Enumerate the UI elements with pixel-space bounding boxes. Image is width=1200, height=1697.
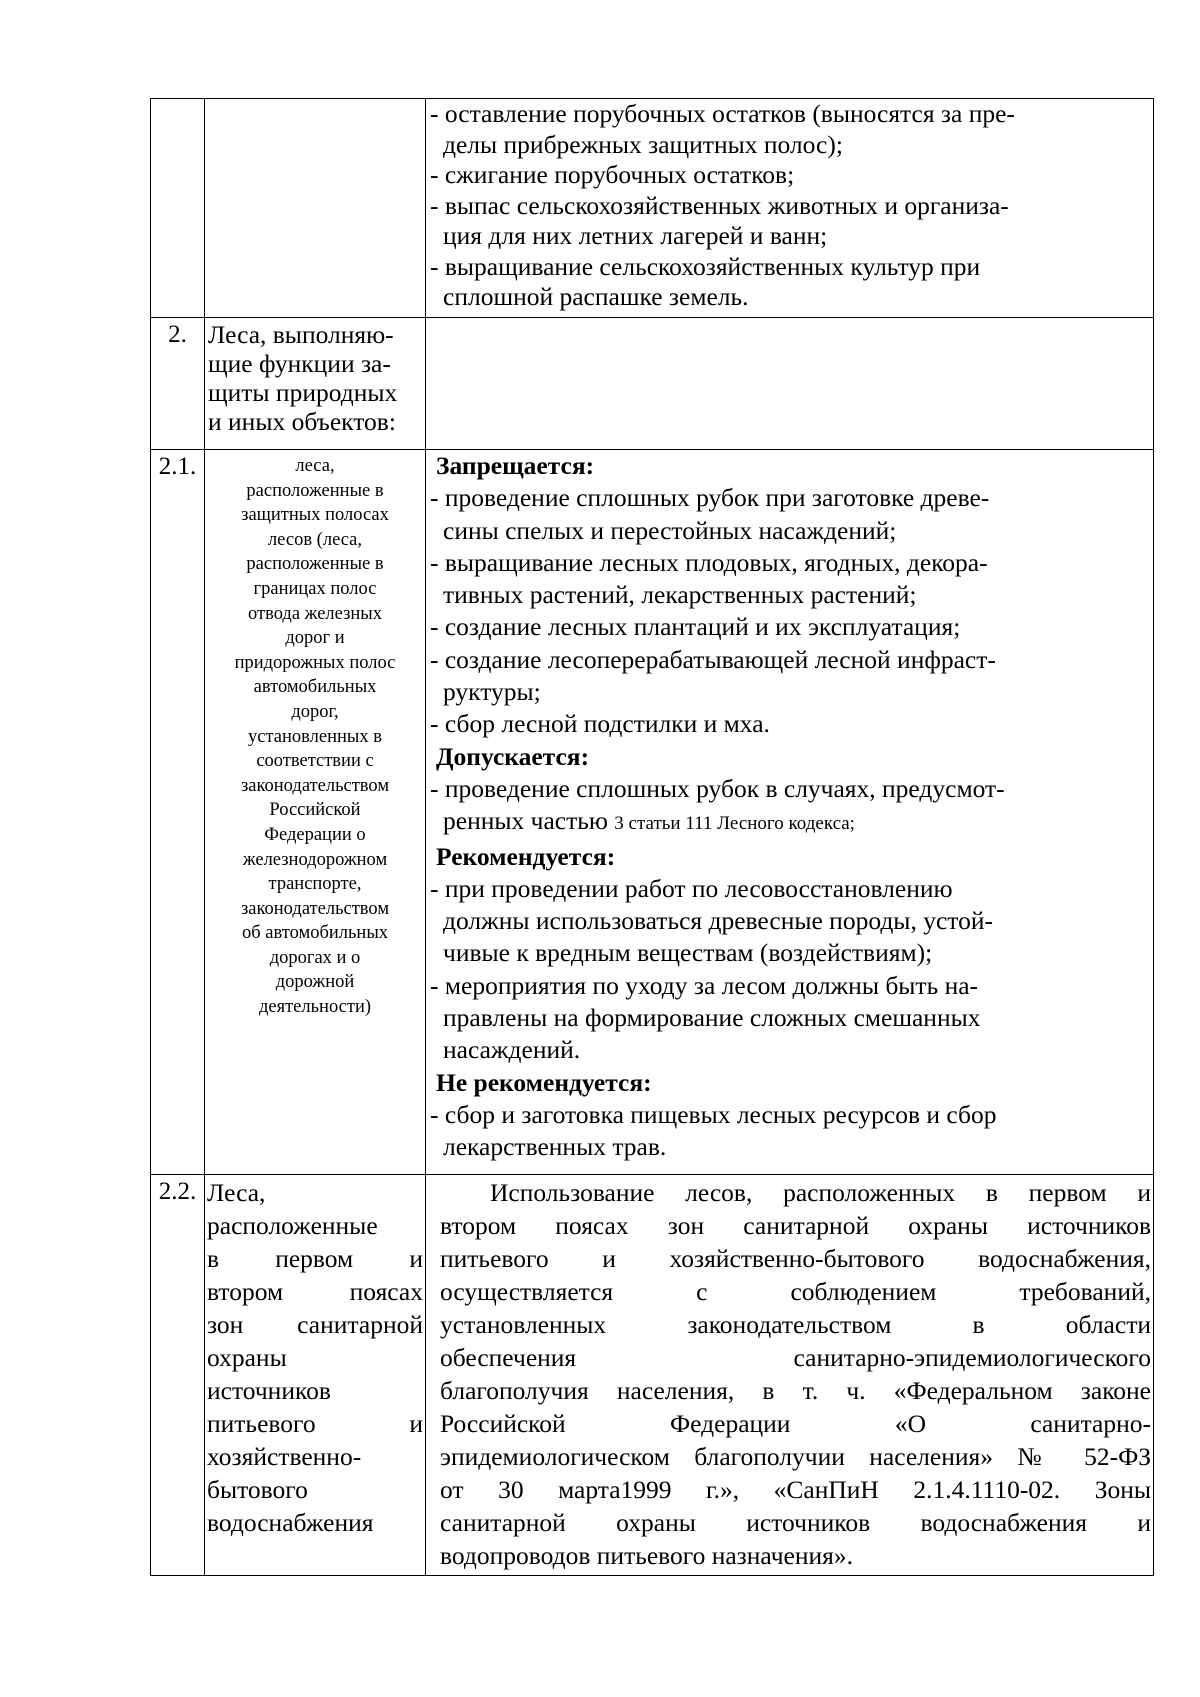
paragraph-line: от 30 марта1999 г.», «СанПиН 2.1.4.1110-02. Зоны [440,1475,1151,1504]
list-item-continuation: должны использоваться древесные породы, устой- [443,906,993,936]
allowed-text: ренных частью [443,806,615,836]
paragraph-line: осуществляется с соблюдением требований, [440,1277,1151,1306]
list-item: - при проведении работ по лесовосстановлению [430,873,953,903]
list-item-continuation: делы прибрежных защитных полос); [443,129,843,159]
title-line: охраны [207,1343,287,1372]
title-line: законодательством [240,898,390,919]
title-line: дорожной [275,972,355,993]
list-item: - создание лесных плантаций и их эксплуатация; [430,612,961,642]
row-number-cell: 2.2. [151,1175,205,1576]
title-line: Леса, выполняю- [208,320,394,349]
table-row [151,99,1154,318]
title-line: Российской [269,800,361,821]
title-line: втором поясах [207,1277,423,1306]
list-item: - сжигание порубочных остатков; [430,160,795,189]
list-item-continuation: правлены на формирование сложных смешанных [443,1003,981,1033]
list-item: - выращивание сельскохозяйственных культур при [430,251,981,281]
allowed-reference: 3 статьи 111 Лесного кодекса; [614,813,855,835]
row-number-cell: 2. [151,318,205,450]
title-line: отвода железных [248,603,382,624]
title-line: в первом и [207,1244,423,1273]
list-item-continuation: насаждений. [443,1035,581,1065]
table-row [151,450,1154,1175]
title-line: хозяйственно- [207,1442,362,1471]
section-heading-recommended: Рекомендуется: [436,841,616,871]
list-item-continuation [426,805,1153,840]
row-number-cell: 2.1. [151,450,205,1175]
list-item: - выпас сельскохозяйственных животных и организа- [430,190,1009,220]
table-row [151,318,1154,450]
title-line: транспорте, [268,874,362,895]
list-item: - проведение сплошных рубок при заготовке древе- [430,483,990,513]
section-heading-prohibited: Запрещается: [436,451,595,480]
title-line: границах полос [253,578,377,599]
paragraph-line: эпидемиологическом благополучии населения» № 52-ФЗ [440,1442,1151,1471]
title-line: законодательством [240,775,390,796]
title-line: автомобильных [253,677,377,698]
list-item-continuation: сплошной распашке земель. [443,282,749,311]
row-content-cell [426,450,1154,1175]
row-title-cell [205,99,426,318]
paragraph-line: Российской Федерации «О санитарно- [440,1409,1151,1438]
list-item-continuation: руктуры; [443,677,541,707]
list-item: - мероприятия по уходу за лесом должны быть на- [430,970,979,1000]
list-item: - создание лесоперерабатывающей лесной инфраст- [430,644,996,674]
row-title-cell [205,318,426,450]
list-item: - выращивание лесных плодовых, ягодных, декора- [430,547,988,577]
list-item-continuation: ция для них летних лагерей и ванн; [443,221,828,250]
title-line: зон санитарной [207,1310,423,1339]
paragraph-line: питьевого и хозяйственно-бытового водоснабжения, [440,1244,1151,1273]
paragraph-line: обеспечения санитарно-эпидемиологического [440,1343,1151,1372]
list-item: - оставление порубочных остатков (выносятся за пре- [430,99,1015,128]
title-line: водоснабжения [207,1508,374,1537]
list-item: - проведение сплошных рубок в случаях, предусмот- [430,773,1005,803]
title-line: щиты природных [208,378,398,407]
paragraph-line: Использование лесов, расположенных в первом и [490,1178,1151,1207]
document-table [150,98,1154,1576]
row-number-cell [151,99,205,318]
title-line: придорожных полос [234,652,396,673]
title-line: Леса, [207,1178,266,1207]
row-title-cell [205,1175,426,1576]
title-line: установленных в [248,726,382,747]
title-line: питьевого и [207,1409,423,1438]
title-line: лесов (леса, [267,529,363,550]
title-line: источников [207,1376,331,1405]
list-item-continuation: сины спелых и перестойных насаждений; [443,515,897,545]
title-line: дорог, [291,701,339,722]
title-line: соответствии с [256,751,374,772]
section-heading-not-recommended: Не рекомендуется: [436,1067,652,1097]
list-item: - сбор и заготовка пищевых лесных ресурсов и сбор [430,1099,997,1129]
title-line: деятельности) [258,997,372,1018]
paragraph-line: санитарной охраны источников водоснабжения и [440,1508,1151,1537]
title-line: щие функции за- [208,349,391,378]
title-line: бытового [207,1475,308,1504]
list-item: - сбор лесной подстилки и мха. [430,709,770,739]
title-line: леса, [295,456,335,476]
list-item-continuation: чивые к вредным веществам (воздействиям); [443,938,933,968]
title-line: дорог и [285,628,345,649]
title-line: расположенные [207,1211,378,1240]
paragraph-line: установленных законодательством в области [440,1310,1151,1339]
title-line: об автомобильных [241,923,389,944]
title-line: Федерации о [264,824,366,845]
title-line: дорогах и о [269,947,361,968]
paragraph-line: втором поясах зон санитарной охраны источников [440,1211,1151,1240]
title-line: расположенные в [246,554,384,575]
title-line: расположенные в [246,480,384,501]
section-heading-allowed: Допускается: [436,741,590,771]
list-item-continuation: тивных растений, лекарственных растений; [443,580,917,610]
paragraph-line: водопроводов питьевого назначения». [440,1541,853,1570]
title-line: защитных полосах [241,505,389,526]
row-content-cell [426,318,1154,450]
title-line: железнодорожном [242,849,388,870]
table-row [151,1175,1154,1576]
row-content-cell [426,1175,1154,1576]
row-content-cell [426,99,1154,318]
title-line: и иных объектов: [208,407,396,436]
row-title-cell [205,450,426,1175]
list-item-continuation: лекарственных трав. [443,1132,667,1162]
paragraph-line: благополучия населения, в т. ч. «Федеральном законе [440,1376,1151,1405]
